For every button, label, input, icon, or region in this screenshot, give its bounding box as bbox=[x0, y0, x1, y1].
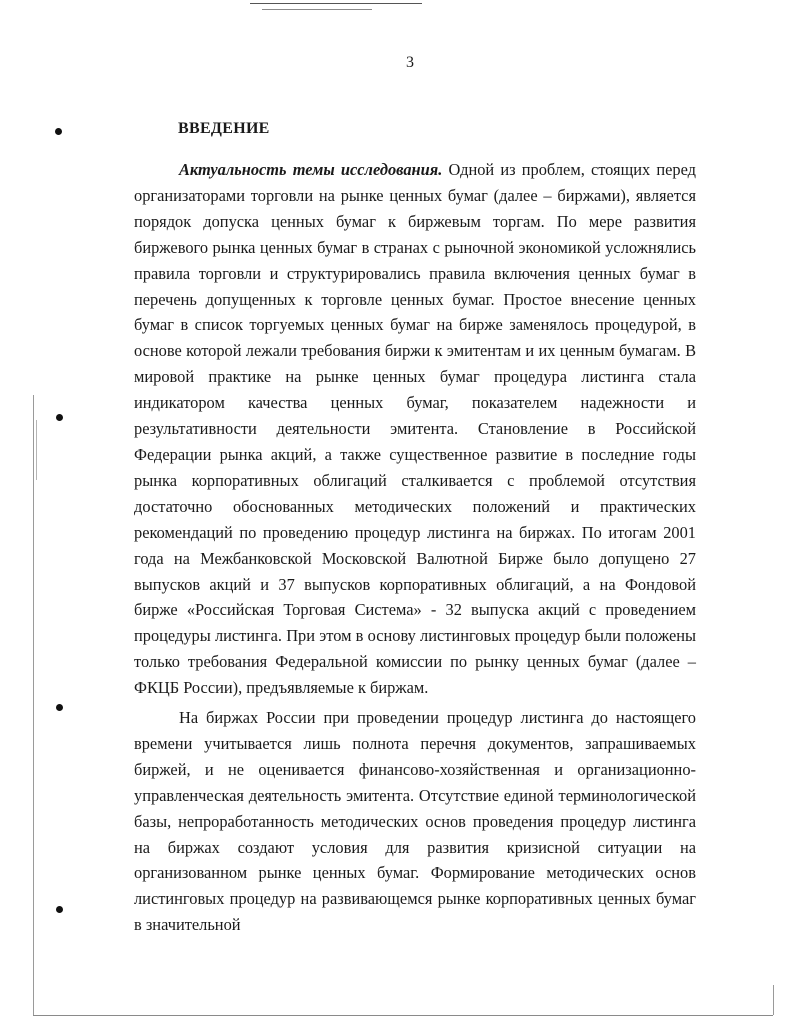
scan-edge-left bbox=[33, 395, 34, 1015]
scan-edge-right bbox=[773, 985, 774, 1015]
binder-hole-mark bbox=[56, 906, 63, 913]
scan-top-rule bbox=[250, 3, 422, 4]
binder-hole-mark bbox=[56, 704, 63, 711]
paragraph-lead: Актуальность темы исследования. bbox=[179, 160, 443, 179]
section-heading: ВВЕДЕНИЕ bbox=[178, 120, 270, 137]
page-number: 3 bbox=[406, 54, 414, 71]
body-text bbox=[134, 157, 696, 938]
paragraph-listing: На биржах России при проведении процедур листинга до настоящего времени учитывается лишь полнота перечня документов, запрашиваемых биржей, и не оценивается финансово-хозяйственная и организационно-управленческая деятельность эмитента. Отсутствие единой терминологической базы, непроработанность методических основ проведения процедур листинга на биржах создают условия для развития кризисной ситуации на организованном рынке ценных бумаг. Формирование методических основ листинговых процедур на развивающемся рынке корпоративных ценных бумаг в значительной bbox=[134, 708, 696, 935]
paragraph-relevance bbox=[134, 157, 696, 701]
paragraph-text: Одной из проблем, стоящих перед организаторами торговли на рынке ценных бумаг (далее – биржами), является порядок допуска ценных бумаг к биржевым торгам. По мере развития биржевого рынка ценных бумаг в странах с рыночной экономикой усложнялись правила торговли и структурировались правила включения ценных бумаг в перечень допущенных к торговле ценных бумаг. Простое внесение ценных бумаг в список торгуемых ценных бумаг на бирже заменялось процедурой, в основе которой лежали требования биржи к эмитентам и их ценным бумагам. В мировой практике на рынке ценных бумаг процедура листинга стала индикатором качества ценных бумаг, показателем надежности и результативности деятельности эмитента. Становление в Российской Федерации рынка акций, а также существенное развитие в последние годы рынка корпоративных облигаций сталкивается с проблемой отсутствия достаточно обоснованных методических положений и практических рекомендаций по проведению процедур листинга на биржах. По итогам 2001 года на Межбанковской Московской Валютной Бирже было допущено 27 выпусков акций и 37 выпусков корпоративных облигаций, а на Фондовой бирже «Российская Торговая Система» - 32 выпуска акций с проведением процедуры листинга. При этом в основу листинговых процедур были положены только требования Федеральной комиссии по рынку ценных бумаг (далее – ФКЦБ России), предъявляемые к биржам. bbox=[134, 160, 696, 698]
scan-top-rule-secondary bbox=[262, 9, 372, 10]
binder-hole-mark bbox=[55, 128, 62, 135]
scan-edge-left-secondary bbox=[36, 420, 37, 480]
scan-edge-bottom bbox=[33, 1015, 773, 1016]
binder-hole-mark bbox=[56, 414, 63, 421]
